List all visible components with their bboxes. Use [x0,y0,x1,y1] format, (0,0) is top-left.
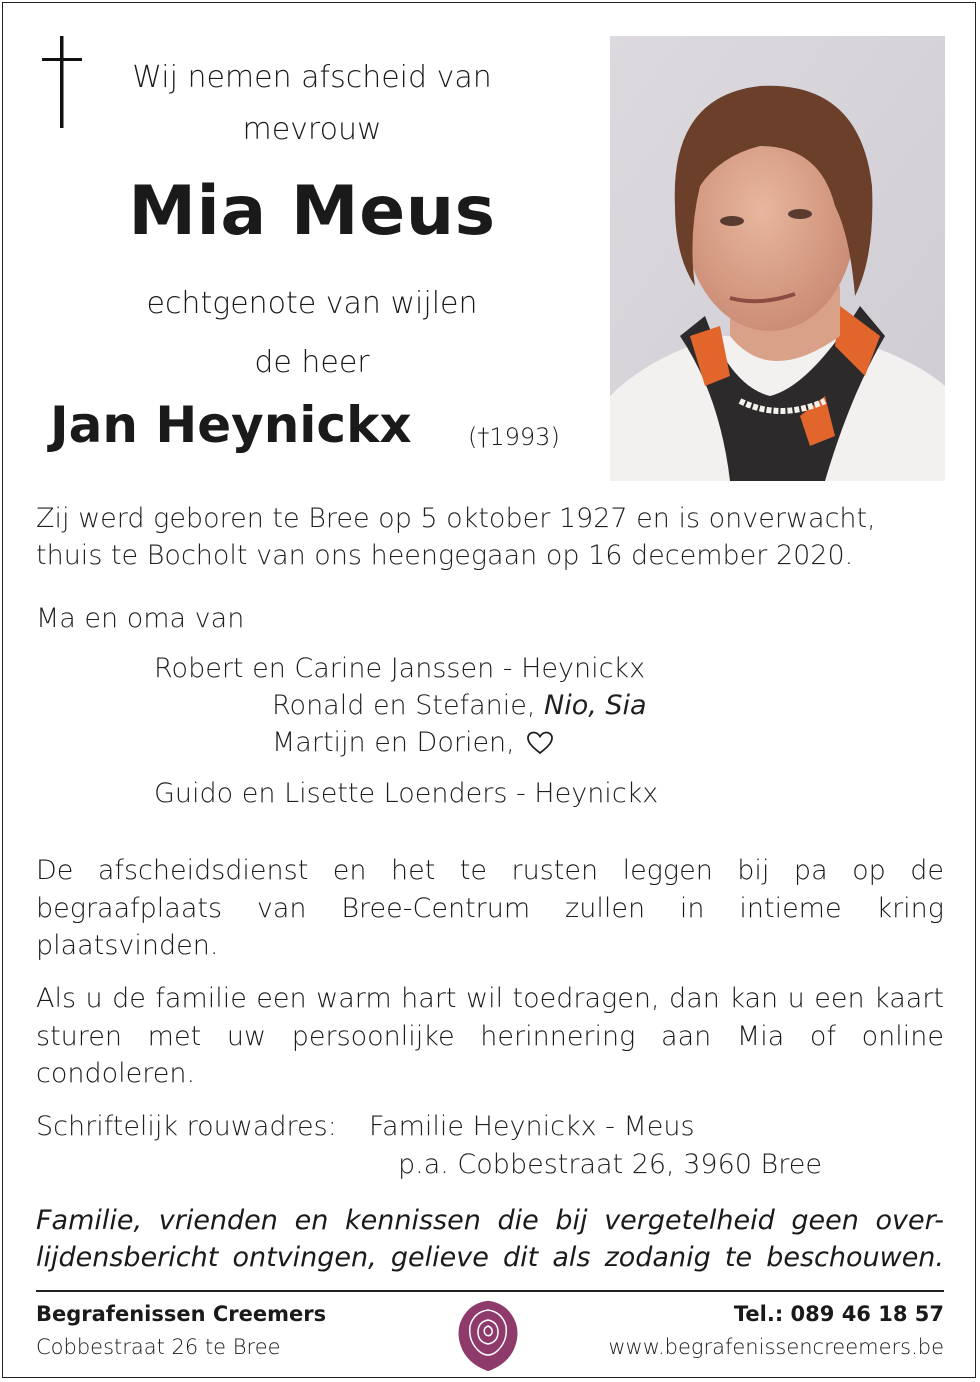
address-line-1: Familie Heynickx - Meus [369,1111,695,1142]
intro-text: Wij nemen afscheid van [132,60,492,95]
address-line-2: p.a. Cobbestraat 26, 3960 Bree [398,1149,822,1180]
family-line-martijn [272,727,553,758]
birth-line-1: Zij werd geboren te Bree op 5 oktober 1927 en is onverwacht, [36,503,876,534]
family-line-guido: Guido en Lisette Loenders - Heynickx [154,778,659,809]
condolence-paragraph: Als u de familie een warm hart wil toedragen, dan kan u een kaart sturen met uw persoonlijke herinnering aan Mia of online condoleren. [36,983,944,1089]
footer-divider [36,1290,944,1292]
notice-footer-line-2: lijdensbericht ontvingen, gelieve dit als zodanig te beschouwen. [36,1242,944,1273]
husband-death-year: (†1993) [468,423,560,451]
deceased-name: Mia Meus [128,172,496,251]
heart-icon [527,731,553,755]
title-text: mevrouw [242,112,382,147]
spouse-line-1: echtgenote van wijlen [146,286,478,321]
spouse-line-2: de heer [254,345,370,380]
notice-footer-line-1: Familie, vrienden en kennissen die bij vergetelheid geen over- [36,1205,944,1236]
rose-logo-icon [452,1296,524,1376]
family-heading: Ma en oma van [36,603,245,634]
family-line-ronald-children: Nio, Sia [544,690,647,721]
husband-name: Jan Heynickx [50,396,412,454]
address-label: Schriftelijk rouwadres: [36,1111,337,1142]
family-line-ronald [272,690,647,721]
undertaker-address: Cobbestraat 26 te Bree [36,1335,281,1359]
service-paragraph: De afscheidsdienst en het te rusten leggen bij pa op de begraafplaats van Bree-Centrum zullen in intieme kring plaatsvinden. [36,855,944,961]
family-line-ronald-names: Ronald en Stefanie, [272,690,545,721]
undertaker-website[interactable]: www.begrafenissencreemers.be [608,1335,944,1359]
portrait-photo [610,36,945,481]
family-line-robert: Robert en Carine Janssen - Heynickx [154,653,646,684]
birth-line-2: thuis te Bocholt van ons heengegaan op 16 december 2020. [36,540,854,571]
family-line-martijn-names: Martijn en Dorien, [272,727,515,758]
undertaker-phone: Tel.: 089 46 18 57 [733,1302,944,1326]
undertaker-name: Begrafenissen Creemers [36,1302,327,1326]
cross-icon [42,36,82,128]
